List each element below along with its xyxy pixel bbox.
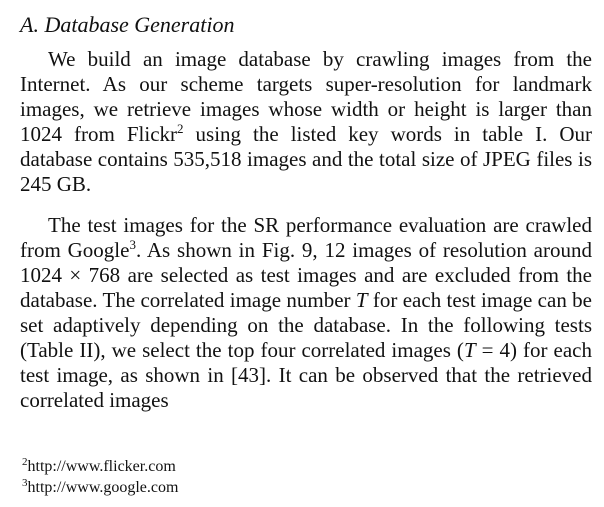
- section-heading: A. Database Generation: [20, 12, 235, 37]
- math-variable: T: [355, 288, 368, 312]
- footnote-url[interactable]: http://www.flicker.com: [27, 458, 176, 475]
- footnote-mark: 2: [22, 456, 28, 468]
- footnote-flickr: [22, 456, 178, 477]
- math-variable: T: [463, 338, 476, 362]
- paragraph-text: = 4) for each test image, as shown in [43]. It can be observed that the retrieved correlated images: [20, 338, 592, 412]
- footnote-ref: 2: [177, 121, 184, 136]
- paragraph-text: using the listed key words in table I. Our database contains 535,518 images and the total size of JPEG files is 245 GB.: [20, 122, 593, 196]
- paragraph-text: The test images for the SR performance evaluation are crawled from Google: [20, 213, 592, 262]
- paragraph-database-build: [20, 47, 592, 197]
- paragraph-text: for each test image can be set adaptively depending on the database. In the following tests (Table II), we select the top four correlated images (: [20, 288, 592, 362]
- paragraph-text: . As shown in Fig. 9, 12 images of resolution around 1024 × 768 are selected as test images and are excluded from the database. The correlated image number: [20, 238, 592, 312]
- footnote-google: [22, 477, 178, 498]
- paragraph-text: We build an image database by crawling images from the Internet. As our scheme targets super-resolution for landmark images, we retrieve images whose width or height is larger than 1024 from Flickr: [20, 47, 592, 146]
- footnote-mark: 3: [22, 477, 28, 489]
- footnote-ref: 3: [129, 237, 136, 252]
- footnotes: [22, 456, 178, 498]
- paragraph-test-images: [20, 213, 592, 413]
- footnote-url[interactable]: http://www.google.com: [27, 479, 179, 496]
